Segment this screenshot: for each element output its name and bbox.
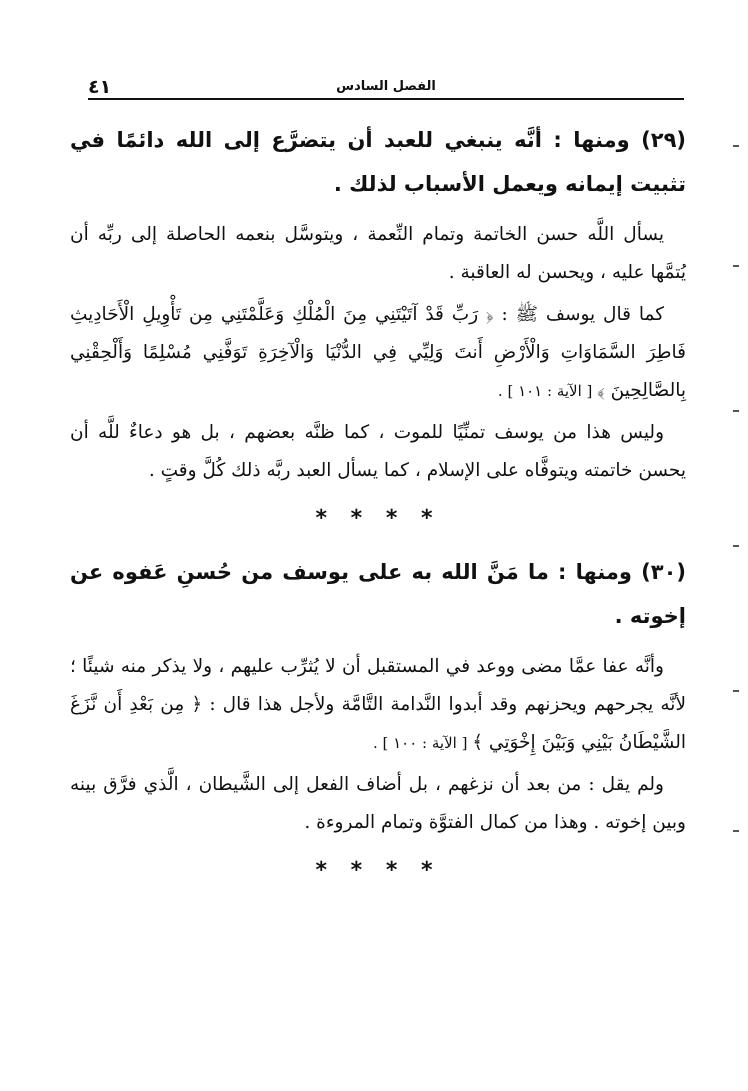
- page-number: ٤١: [88, 76, 112, 98]
- section-30-heading: (٣٠) ومنها : ما مَنَّ الله به على يوسف من حُسنِ عَفوه عن إخوته .: [70, 560, 686, 628]
- margin-mark: [733, 545, 739, 547]
- verse-reference: [ الآية : ١٠٠ ] .: [372, 734, 473, 752]
- section-30-paragraph-1: [70, 648, 686, 762]
- page-header: [88, 76, 684, 100]
- margin-mark: [733, 410, 739, 412]
- verse-reference: [ الآية : ١٠١ ] .: [497, 382, 598, 400]
- section-29-paragraph-3: وليس هذا من يوسف تمنِّيًا للموت ، كما ظنَّه بعضهم ، بل هو دعاءٌ للَّه أن يحسن خاتمته ويتوفَّاه على الإسلام ، كما يسأل العبد ربَّه ذلك كُلَّ وقتٍ .: [70, 422, 686, 481]
- section-separator: * * * *: [315, 506, 441, 531]
- margin-mark: [733, 830, 739, 832]
- section-separator: * * * *: [315, 858, 441, 883]
- section-29-paragraph-1: يسأل اللَّه حسن الخاتمة وتمام النِّعمة ، ويتوسَّل بنعمه الحاصلة إلى ربِّه أن يُتمَّها عليه ، ويحسن له العاقبة .: [70, 224, 686, 283]
- margin-mark: [733, 145, 739, 147]
- margin-mark: [733, 265, 739, 267]
- margin-mark: [733, 690, 739, 692]
- section-30-paragraph-2: ولم يقل : من بعد أن نزغهم ، بل أضاف الفعل إلى الشَّيطان ، الَّذي فرَّق بينه وبين إخوته . وهذا من كمال الفتوَّة وتمام المروءة .: [70, 774, 686, 833]
- chapter-title: الفصل السادس: [336, 79, 436, 94]
- page-body: [70, 118, 686, 902]
- section-29-heading: (٢٩) ومنها : أنَّه ينبغي للعبد أن يتضرَّع إلى الله دائمًا في تثبيت إيمانه ويعمل الأسباب لذلك .: [70, 128, 686, 196]
- quran-verse: ﴿ مِن بَعْدِ أَن نَّزَغَ الشَّيْطَانُ بَيْنِي وَبَيْنَ إِخْوَتِي ﴾: [70, 694, 686, 753]
- quran-verse: ﴿ رَبِّ قَدْ آتَيْتَنِي مِنَ الْمُلْكِ وَعَلَّمْتَنِي مِن تَأْوِيلِ الْأَحَادِيثِ فَاطِرَ السَّمَاوَاتِ وَالْأَرْضِ أَنتَ وَلِيِّي فِي الدُّنْيَا وَالْآخِرَةِ تَوَفَّنِي مُسْلِمًا وَأَلْحِقْنِي بِالصَّالِحِينَ ﴾: [70, 304, 686, 401]
- paragraph-text: وأنَّه عفا عمَّا مضى ووعد في المستقبل أن لا يُثرِّب عليهم ، ولا يذكر منه شيئًا ؛ لأنَّه يجرحهم ويحزنهم وقد أبدوا النَّدامة التَّامَّة ولأجل هذا قال :: [70, 656, 686, 715]
- quote-intro: كما قال يوسف ﷺ :: [493, 304, 664, 325]
- section-29-paragraph-2: [70, 296, 686, 410]
